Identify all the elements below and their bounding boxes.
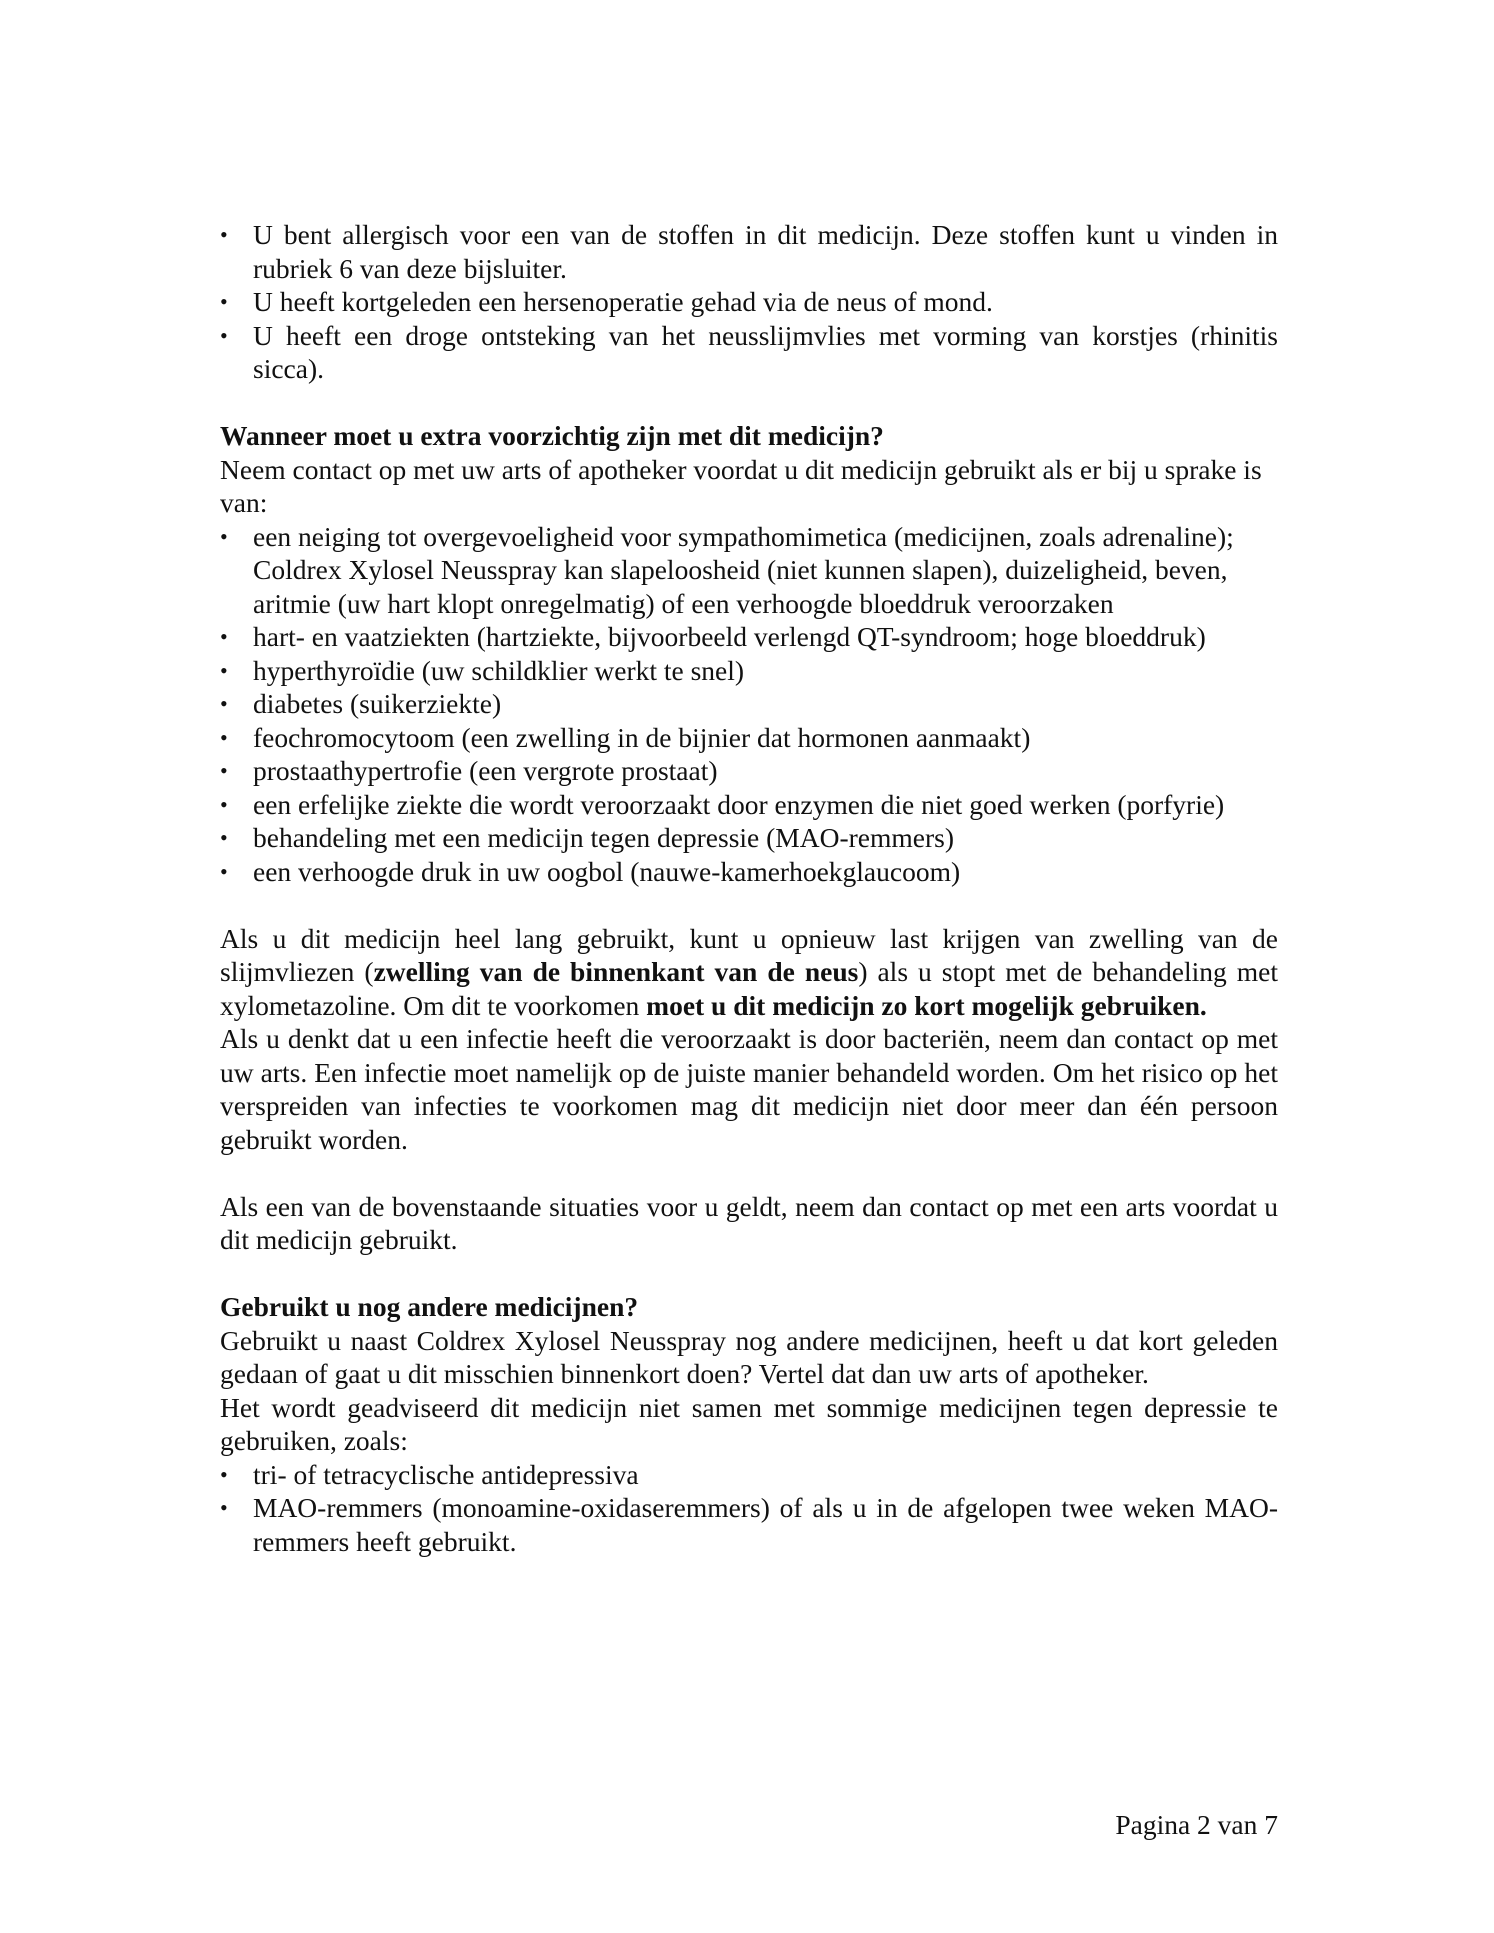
list-item: • prostaathypertrofie (een vergrote prostaat) <box>220 754 1278 788</box>
list-item: • feochromocytoom (een zwelling in de bijnier dat hormonen aanmaakt) <box>220 721 1278 755</box>
closing-paragraph: Als een van de bovenstaande situaties voor u geldt, neem dan contact op met een arts voordat u dit medicijn gebruikt. <box>220 1190 1278 1255</box>
list-item: • U heeft een droge ontsteking van het neusslijmvlies met vorming van korstjes (rhinitis sicca). <box>220 319 1278 386</box>
page-number: Pagina 2 van 7 <box>1115 1809 1278 1840</box>
list-item: • hyperthyroïdie (uw schildklier werkt te snel) <box>220 654 1278 688</box>
list-item: • een neiging tot overgevoeligheid voor sympathomimetica (medicijnen, zoals adrenaline); Coldrex Xylosel Neusspray kan slapeloosheid (niet kunnen slapen), duizeligheid, beven, aritmie (uw hart klopt onregelmatig) of een verhoogde bloeddruk veroorzaken <box>220 520 1278 621</box>
list-item: • U bent allergisch voor een van de stoffen in dit medicijn. Deze stoffen kunt u vinden in rubriek 6 van deze bijsluiter. <box>220 218 1278 285</box>
list-item: • een erfelijke ziekte die wordt veroorzaakt door enzymen die niet goed werken (porfyrie) <box>220 788 1278 822</box>
caution-heading: Wanneer moet u extra voorzichtig zijn met dit medicijn? <box>220 420 884 451</box>
caution-intro: Neem contact op met uw arts of apotheker voordat u dit medicijn gebruikt als er bij u sprake is van: <box>220 453 1262 518</box>
infection-paragraph: Als u denkt dat u een infectie heeft die veroorzaakt is door bacteriën, neem dan contact op met uw arts. Een infectie moet namelijk op de juiste manier behandeld worden. Om het risico op het verspreiden van infecties te voorkomen mag dit medicijn niet door meer dan één persoon gebruikt worden. <box>220 1023 1278 1155</box>
list-item: • diabetes (suikerziekte) <box>220 687 1278 721</box>
contraindications-list <box>220 218 1278 386</box>
other-medicines-intro: Gebruikt u naast Coldrex Xylosel Neusspray nog andere medicijnen, heeft u dat kort geleden gedaan of gaat u dit misschien binnenkort doen? Vertel dat dan uw arts of apotheker. <box>220 1324 1278 1389</box>
list-item: • hart- en vaatziekten (hartziekte, bijvoorbeeld verlengd QT-syndroom; hoge bloeddruk) <box>220 620 1278 654</box>
list-item: • tri- of tetracyclische antidepressiva <box>220 1458 1278 1492</box>
list-item: • MAO-remmers (monoamine-oxidaseremmers) of als u in de afgelopen twee weken MAO-remmers heeft gebruikt. <box>220 1491 1278 1558</box>
antidepressant-list <box>220 1458 1278 1559</box>
long-use-paragraph: Als u dit medicijn heel lang gebruikt, kunt u opnieuw last krijgen van zwelling van de slijmvliezen (zwelling van de binnenkant van de neus) als u stopt met de behandeling met xylometazoline. Om dit te voorkomen moet u dit medicijn zo kort mogelijk gebruiken. <box>220 922 1279 1021</box>
other-medicines-heading: Gebruikt u nog andere medicijnen? <box>220 1291 639 1322</box>
list-item: • U heeft kortgeleden een hersenoperatie gehad via de neus of mond. <box>220 285 1278 319</box>
list-item: • een verhoogde druk in uw oogbol (nauwe-kamerhoekglaucoom) <box>220 855 1278 889</box>
document-page <box>220 218 1278 1558</box>
list-item: • behandeling met een medicijn tegen depressie (MAO-remmers) <box>220 821 1278 855</box>
caution-list <box>220 520 1278 889</box>
other-medicines-advice: Het wordt geadviseerd dit medicijn niet samen met sommige medicijnen tegen depressie te gebruiken, zoals: <box>220 1391 1278 1456</box>
